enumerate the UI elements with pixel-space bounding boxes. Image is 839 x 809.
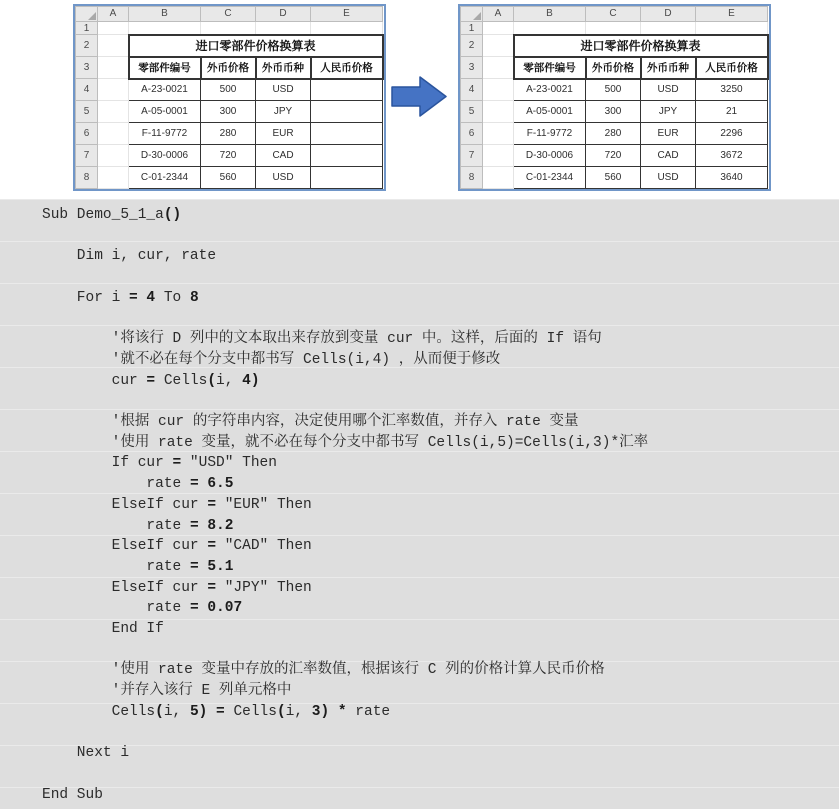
table-cell	[311, 101, 383, 123]
table-cell: EUR	[256, 123, 311, 145]
row-header: 2	[76, 35, 98, 57]
vba-code	[42, 205, 648, 805]
table-cell: C-01-2344	[129, 167, 201, 189]
row-header: 5	[461, 101, 483, 123]
code-line: End Sub	[42, 786, 103, 803]
row-header: 2	[461, 35, 483, 57]
column-header: A	[98, 7, 129, 22]
empty-cell	[311, 22, 383, 35]
column-header: E	[311, 7, 383, 22]
empty-cell	[98, 167, 129, 189]
table-cell	[311, 167, 383, 189]
empty-cell	[483, 35, 514, 57]
table-cell: 300	[586, 101, 641, 123]
code-line: '并存入该行 E 列单元格中	[42, 683, 292, 700]
table-column-header: 外币价格	[201, 57, 256, 79]
table-cell	[311, 79, 383, 101]
code-blank-line	[42, 723, 648, 744]
table-cell: JPY	[256, 101, 311, 123]
select-all-corner	[461, 7, 483, 22]
excel-screenshot-after	[458, 4, 771, 191]
row-header: 1	[76, 22, 98, 35]
code-line: Cells(i, 5) = Cells(i, 3) * rate	[42, 703, 391, 720]
empty-cell	[483, 145, 514, 167]
code-line: cur = Cells(i, 4)	[42, 372, 260, 389]
row-header: 4	[76, 79, 98, 101]
row-header: 3	[461, 57, 483, 79]
column-header: A	[483, 7, 514, 22]
column-header: D	[641, 7, 696, 22]
table-column-header: 人民币价格	[311, 57, 383, 79]
empty-cell	[483, 167, 514, 189]
code-line: For i = 4 To 8	[42, 289, 199, 306]
code-line: '将该行 D 列中的文本取出来存放到变量 cur 中。这样，后面的 If 语句	[42, 331, 602, 348]
code-line: Next i	[42, 745, 130, 762]
table-cell	[311, 145, 383, 167]
row-header: 7	[76, 145, 98, 167]
table-cell: 3672	[696, 145, 768, 167]
table-row	[461, 79, 768, 101]
empty-cell	[201, 22, 256, 35]
table-cell: 560	[201, 167, 256, 189]
empty-cell	[98, 123, 129, 145]
spreadsheet-grid	[460, 6, 769, 189]
column-header: D	[256, 7, 311, 22]
table-cell: 21	[696, 101, 768, 123]
column-header: E	[696, 7, 768, 22]
vba-code-panel	[0, 199, 839, 809]
code-line: rate = 0.07	[42, 600, 243, 617]
code-line: End If	[42, 621, 164, 638]
table-cell: USD	[641, 79, 696, 101]
empty-cell	[129, 22, 201, 35]
code-blank-line	[42, 391, 648, 412]
table-cell: A-23-0021	[129, 79, 201, 101]
table-cell: 300	[201, 101, 256, 123]
empty-cell	[483, 123, 514, 145]
row-header: 1	[461, 22, 483, 35]
empty-cell	[98, 57, 129, 79]
empty-cell	[98, 145, 129, 167]
table-row	[76, 101, 383, 123]
table-column-header: 外币币种	[641, 57, 696, 79]
row-header: 4	[461, 79, 483, 101]
select-all-triangle-icon	[88, 12, 96, 20]
code-line: rate = 8.2	[42, 517, 234, 534]
row-header: 7	[461, 145, 483, 167]
table-cell: A-05-0001	[514, 101, 586, 123]
code-line: '使用 rate 变量中存放的汇率数值，根据该行 C 列的价格计算人民币价格	[42, 662, 605, 679]
code-line: rate = 5.1	[42, 558, 234, 575]
excel-screenshot-before	[73, 4, 386, 191]
table-cell: F-11-9772	[129, 123, 201, 145]
table-row	[76, 167, 383, 189]
table-cell: JPY	[641, 101, 696, 123]
code-line: '根据 cur 的字符串内容，决定使用哪个汇率数值，并存入 rate 变量	[42, 414, 579, 431]
row-header: 8	[76, 167, 98, 189]
table-column-header: 人民币价格	[696, 57, 768, 79]
empty-cell	[586, 22, 641, 35]
table-cell: CAD	[641, 145, 696, 167]
code-line: ElseIf cur = "CAD" Then	[42, 538, 312, 555]
code-blank-line	[42, 226, 648, 247]
table-cell: D-30-0006	[129, 145, 201, 167]
column-header: B	[514, 7, 586, 22]
empty-cell	[483, 101, 514, 123]
table-row	[461, 167, 768, 189]
code-line: Sub Demo_5_1_a()	[42, 207, 182, 223]
table-cell: A-05-0001	[129, 101, 201, 123]
sheet-table-title: 进口零部件价格换算表	[129, 35, 383, 57]
table-row	[76, 123, 383, 145]
row-header: 5	[76, 101, 98, 123]
table-cell: 500	[586, 79, 641, 101]
table-column-header: 零部件编号	[129, 57, 201, 79]
empty-cell	[98, 35, 129, 57]
code-blank-line	[42, 309, 648, 330]
code-line: '使用 rate 变量，就不必在每个分支中都书写 Cells(i,5)=Cells(i,3)*汇率	[42, 434, 649, 451]
table-row	[76, 145, 383, 167]
empty-cell	[483, 57, 514, 79]
table-cell: USD	[256, 79, 311, 101]
right-arrow-icon	[391, 76, 447, 117]
row-header: 3	[76, 57, 98, 79]
table-column-header: 零部件编号	[514, 57, 586, 79]
empty-cell	[483, 22, 514, 35]
select-all-corner	[76, 7, 98, 22]
code-blank-line	[42, 764, 648, 785]
table-cell: D-30-0006	[514, 145, 586, 167]
empty-cell	[98, 101, 129, 123]
row-header: 6	[76, 123, 98, 145]
code-line: If cur = "USD" Then	[42, 455, 277, 472]
empty-cell	[483, 79, 514, 101]
table-cell: USD	[641, 167, 696, 189]
table-cell: 280	[586, 123, 641, 145]
column-header: C	[201, 7, 256, 22]
empty-cell	[514, 22, 586, 35]
code-line: Dim i, cur, rate	[42, 248, 217, 265]
empty-cell	[98, 22, 129, 35]
table-cell: 500	[201, 79, 256, 101]
table-cell: F-11-9772	[514, 123, 586, 145]
select-all-triangle-icon	[473, 12, 481, 20]
table-cell: 3640	[696, 167, 768, 189]
table-cell: CAD	[256, 145, 311, 167]
code-line: ElseIf cur = "EUR" Then	[42, 496, 312, 513]
sheet-table-title: 进口零部件价格换算表	[514, 35, 768, 57]
table-cell: 280	[201, 123, 256, 145]
empty-cell	[641, 22, 696, 35]
table-cell: 720	[201, 145, 256, 167]
column-header: B	[129, 7, 201, 22]
row-header: 8	[461, 167, 483, 189]
table-column-header: 外币价格	[586, 57, 641, 79]
table-cell	[311, 123, 383, 145]
table-cell: 560	[586, 167, 641, 189]
empty-cell	[98, 79, 129, 101]
table-cell: 720	[586, 145, 641, 167]
table-column-header: 外币币种	[256, 57, 311, 79]
table-row	[461, 101, 768, 123]
row-header: 6	[461, 123, 483, 145]
table-row	[461, 123, 768, 145]
table-cell: A-23-0021	[514, 79, 586, 101]
empty-cell	[696, 22, 768, 35]
transform-arrow	[391, 76, 447, 117]
code-blank-line	[42, 640, 648, 661]
table-cell: EUR	[641, 123, 696, 145]
code-line: ElseIf cur = "JPY" Then	[42, 579, 312, 596]
table-row	[76, 79, 383, 101]
empty-cell	[256, 22, 311, 35]
table-cell: C-01-2344	[514, 167, 586, 189]
column-header: C	[586, 7, 641, 22]
code-line: rate = 6.5	[42, 476, 234, 493]
code-line: '就不必在每个分支中都书写 Cells(i,4) ，从而便于修改	[42, 351, 501, 368]
code-blank-line	[42, 267, 648, 288]
table-cell: 3250	[696, 79, 768, 101]
table-row	[461, 145, 768, 167]
table-cell: USD	[256, 167, 311, 189]
table-cell: 2296	[696, 123, 768, 145]
spreadsheet-grid	[75, 6, 384, 189]
